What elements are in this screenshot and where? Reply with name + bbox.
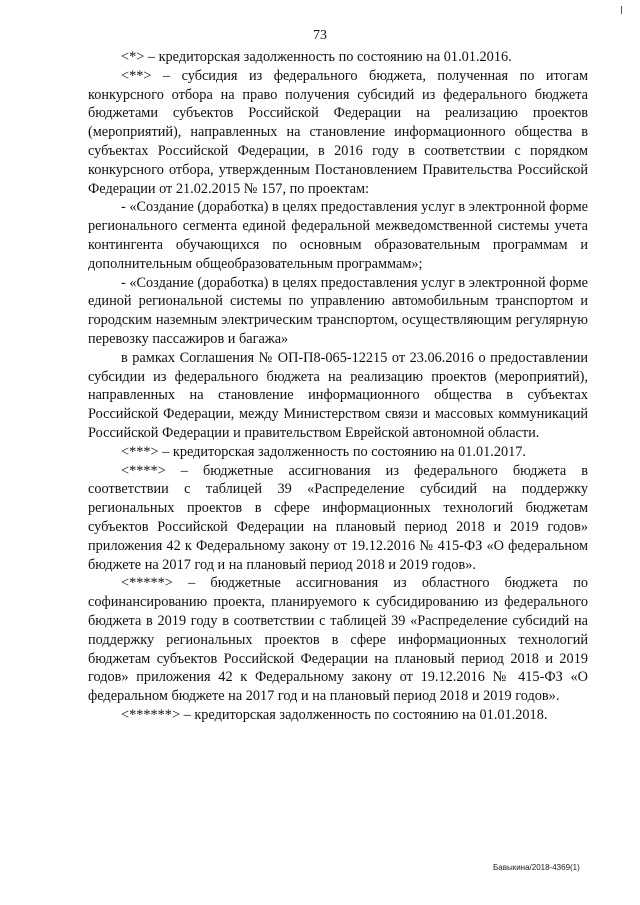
footnote-1: <*> – кредиторская задолженность по состоянию на 01.01.2016.: [121, 49, 512, 65]
footnote-6: <******> – кредиторская задолженность по состоянию на 01.01.2018.: [121, 706, 548, 723]
footnote-2-project-1: - «Создание (доработка) в целях предоставления услуг в электронной форме регионального сегмента единой федеральной межведомственной системы учета контингента обучающихся по основным образовательным программам и дополнительным общеобразовательным программам»;: [88, 199, 588, 272]
page-number: 73: [313, 28, 327, 43]
scan-mark: [621, 6, 622, 14]
document-code: Бавыкина/2018-4369(1): [493, 863, 580, 872]
footnote-5: <*****> – бюджетные ассигнования из областного бюджета по софинансированию проекта, планируемого к субсидированию из федерального бюджета в 2019 году в соответствии с таблицей 39 «Распределение субсидий на поддержку региональных проектов в сфере информационных технологий бюджетам субъектов Российской Федерации на плановый период 2018 и 2019 годов» приложения 42 к Федеральному закону от 19.12.2016 № 415-ФЗ «О федеральном бюджете на 2017 год и на плановый период 2018 и 2019 годов».: [88, 575, 588, 705]
footnote-4: <****> – бюджетные ассигнования из федерального бюджета в соответствии с таблицей 39 «Распределение субсидий на поддержку региональных проектов в сфере информационных технологий бюджетам субъектов Российской Федерации на плановый период 2018 и 2019 годов» приложения 42 к Федеральному закону от 19.12.2016 № 415-ФЗ «О федеральном бюджете на 2017 год и на плановый период 2018 и 2019 годов».: [88, 462, 588, 573]
footnote-3: <***> – кредиторская задолженность по состоянию на 01.01.2017.: [121, 443, 526, 460]
footnote-2-agreement: в рамках Соглашения № ОП-П8-065-12215 от 23.06.2016 о предоставлении субсидии из федерального бюджета на реализацию проектов (мероприятий), направленных на становление информационного общества в субъектах Российской Федерации, между Министерством связи и массовых коммуникаций Российской Федерации и правительством Еврейской автономной области.: [88, 349, 588, 441]
footnote-2-project-2: - «Создание (доработка) в целях предоставления услуг в электронной форме единой региональной системы по управлению автомобильным транспортом и городским наземным электрическим транспортом, осуществляющим регулярную перевозку пассажиров и багажа»: [88, 274, 588, 347]
footnote-2: <**> – субсидия из федерального бюджета, полученная по итогам конкурсного отбора на право получения субсидий из федерального бюджета бюджетами субъектов Российской Федерации на реализацию проектов (мероприятий), направленных на становление информационного общества в субъектах Российской Федерации, в 2016 году в соответствии с порядком конкурсного отбора, утвержденным Постановлением Правительства Российской Федерации от 21.02.2015 № 157, по проектам:: [88, 67, 588, 197]
footnotes-block: [88, 48, 588, 725]
